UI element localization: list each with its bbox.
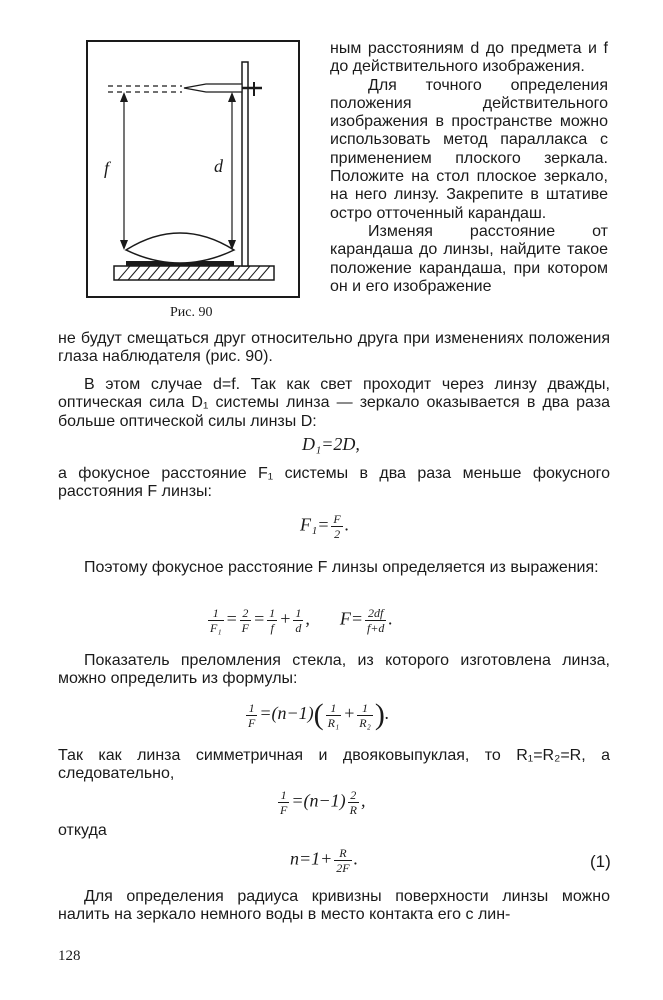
fraction (348, 788, 359, 817)
paragraph-continuation: не будут смещаться друг относительно друга при изменениях положения глаза наблюдателя (рис. 90). (58, 330, 610, 366)
fraction (365, 606, 386, 635)
side-column (330, 40, 608, 296)
fraction (326, 701, 342, 730)
fraction-denominator: R₁ (327, 715, 340, 730)
plus-sign: + (279, 608, 292, 629)
figure-caption: Рис. 90 (170, 305, 213, 320)
fraction-numerator: 1 (246, 701, 257, 716)
formula-d1: D₁=2D, (302, 434, 360, 454)
period: . (353, 848, 359, 869)
fraction-denominator: F (280, 803, 288, 817)
fraction-denominator: F (248, 715, 256, 730)
formula-f1-lhs: F₁= (300, 514, 330, 535)
fraction-numerator: R (334, 846, 351, 861)
fraction-denominator: 2F (336, 861, 350, 875)
fraction (246, 701, 257, 730)
label-f: f (104, 158, 110, 178)
formula-middle: =(n−1) (259, 703, 314, 724)
fraction-denominator: f (270, 621, 274, 635)
formula-n-lhs: n=1+ (290, 848, 333, 869)
fraction-numerator: 2 (240, 606, 251, 621)
formula-symmetric (276, 788, 365, 817)
figure-90 (86, 40, 300, 300)
formula-middle: =(n−1) (291, 790, 346, 811)
fraction-denominator: d (295, 621, 302, 635)
formula-lens-focal (206, 606, 393, 635)
formula-lensmaker: $\frac{1}{F}$ =(n−1)( $\frac{1}{\text{R₁}}$ + $\frac{1}{\text{R₂}}$ ). (248, 698, 390, 731)
side-paragraph-2: Для точного определения положения действительного изображения в пространстве можно использовать метод параллакса с применением плоского зеркала. Положите на стол плоское зеркало, на него линзу. Закрепите в штативе остро отточенный карандаш. (330, 76, 608, 222)
formula-f-lhs: F= (339, 608, 363, 629)
paragraph-focal: а фокусное расстояние F₁ системы в два раза меньше фокусного расстояния F линзы: (58, 465, 610, 501)
period: . (388, 608, 393, 629)
paragraph-index: Показатель преломления стекла, из которого изготовлена линза, можно определить из формулы: (58, 652, 610, 688)
side-paragraph-1: ным расстояниям d до предмета и f до действительного изображения. (330, 40, 608, 76)
formula-n (290, 846, 358, 875)
fraction (240, 606, 251, 635)
side-paragraph-3: Изменяя расстояние от карандаша до линзы, найдите такое положение карандаша, при котором он и его изображение (330, 222, 608, 295)
paragraph-case: В этом случае d=f. Так как свет проходит через линзу дважды, оптическая сила D₁ системы линза — зеркало оказывается в два раза больше оптической силы линзы D: (58, 376, 610, 430)
fraction (267, 606, 277, 635)
period: . (384, 703, 390, 724)
formula-f1-tail: . (344, 514, 350, 535)
comma: , (360, 790, 366, 811)
fraction-denominator: 2 (334, 527, 341, 541)
fraction-numerator: 2 (348, 788, 359, 803)
comma: , (305, 608, 310, 629)
paragraph-radius: Для определения радиуса кривизны поверхности линзы можно налить на зеркало немного воды в место контакта его с лин- (58, 888, 610, 924)
page-number: 128 (58, 948, 81, 964)
equals-sign: = (225, 608, 238, 629)
fraction-denominator: F (241, 621, 250, 635)
formula-f1 (300, 512, 349, 541)
setup-diagram (86, 40, 300, 300)
fraction-numerator: 1 (295, 606, 302, 620)
equals-sign: = (253, 608, 266, 629)
fraction-denominator: F₁ (210, 621, 222, 635)
fraction (208, 606, 224, 635)
fraction (331, 512, 342, 541)
fraction-numerator: 1 (326, 701, 342, 716)
paragraph-therefore: Поэтому фокусное расстояние F линзы определяется из выражения: (84, 559, 599, 576)
paragraph-whence: откуда (58, 822, 107, 839)
plus-sign: + (343, 703, 356, 724)
fraction-denominator: R₂ (359, 715, 371, 730)
label-d: d (214, 156, 223, 176)
fraction-numerator: 1 (269, 606, 276, 620)
fraction (334, 846, 351, 875)
fraction (357, 701, 373, 730)
fraction-numerator: 2df (365, 606, 386, 621)
paragraph-symmetric: Так как линза симметричная и двояковыпуклая, то R₁=R₂=R, а следовательно, (58, 747, 610, 783)
fraction-numerator: 1 (357, 701, 373, 716)
fraction (293, 606, 303, 635)
fraction-denominator: R (349, 803, 357, 817)
fraction-numerator: 1 (208, 606, 224, 621)
fraction-numerator: 1 (278, 788, 289, 803)
equation-number: (1) (590, 852, 611, 871)
fraction (278, 788, 289, 817)
fraction-numerator: F (333, 512, 341, 526)
fraction-denominator: f+d (366, 621, 385, 635)
